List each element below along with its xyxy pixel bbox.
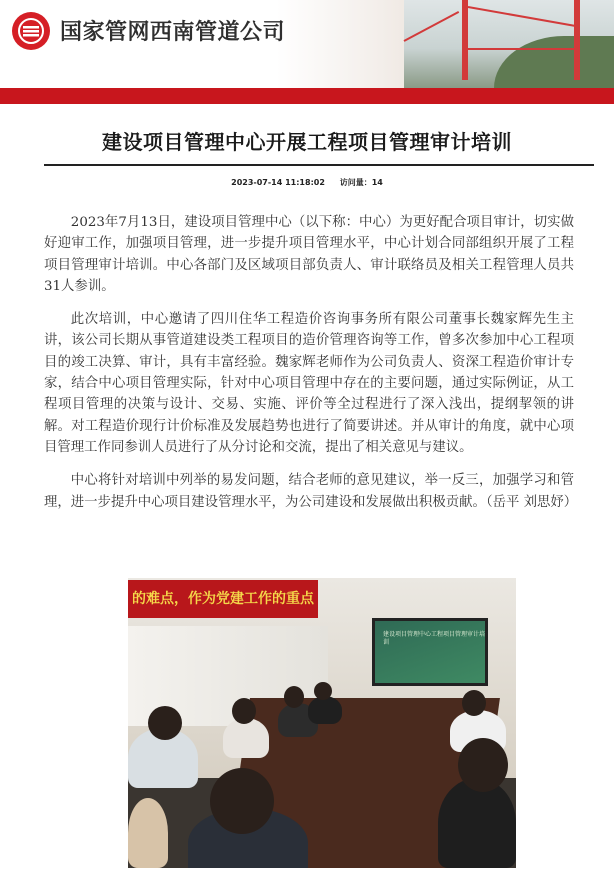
slogan-banner-text: 的难点，作为党建工作的重点 bbox=[132, 591, 314, 607]
view-count-value: 14 bbox=[371, 178, 383, 187]
attendee bbox=[128, 798, 168, 868]
article-body bbox=[44, 212, 578, 525]
header-scenery-image bbox=[404, 0, 614, 88]
view-count-label: 访问量： bbox=[339, 178, 372, 187]
training-photo bbox=[128, 578, 516, 868]
article-title: 建设项目管理中心开展工程项目管理审计培训 bbox=[102, 130, 512, 154]
attendee bbox=[308, 696, 342, 724]
header-red-bar bbox=[0, 88, 614, 104]
view-count bbox=[340, 178, 383, 187]
bridge-tower bbox=[574, 0, 580, 80]
projector-screen bbox=[372, 618, 488, 686]
title-divider bbox=[44, 164, 594, 166]
publish-date: 2023-07-14 11:18:02 bbox=[231, 178, 325, 187]
company-name[interactable]: 国家管网西南管道公司 bbox=[60, 20, 286, 45]
bridge-tower bbox=[462, 0, 468, 80]
attendee bbox=[438, 778, 516, 868]
paragraph: 中心将针对培训中列举的易发问题，结合老师的意见建议，举一反三，加强学习和管理，进一步提升中心项目建设管理水平，为公司建设和发展做出积极贡献。（岳平 刘思妤） bbox=[44, 473, 578, 510]
article-meta bbox=[0, 177, 614, 188]
pipeline-company-logo-icon[interactable] bbox=[12, 12, 50, 50]
attendee bbox=[223, 718, 269, 758]
paragraph: 此次培训，中心邀请了四川住华工程造价咨询事务所有限公司董事长魏家辉先生主讲，该公司长期从事管道建设类工程项目的造价管理咨询等工作，曾多次参加中心工程项目的竣工决算、审计，具有丰富经验。魏家辉老师作为公司负责人、资深工程造价审计专家，结合中心项目管理实际，针对中心项目管理中存在的主要问题，通过实际例证，从工程项目管理的决策与设计、交易、实施、评价等全过程进行了深入浅出，提纲挈领的讲解。对工程造价现行计价标准及发展趋势也进行了简要讲述。并从审计的角度，就中心项目管理工作同参训人员进行了从分讨论和交流，提出了相关意见与建议。 bbox=[44, 312, 574, 455]
paragraph: 2023年7月13日，建设项目管理中心（以下称：中心）为更好配合项目审计，切实做好迎审工作，加强项目管理，进一步提升项目管理水平，中心计划合同部组织开展了工程项目管理审计培训。中心各部门及区域项目部负责人、审计联络员及相关工程管理人员共31人参训。 bbox=[44, 215, 574, 294]
projector-screen-text: 建设项目管理中心工程项目管理审计培训 bbox=[383, 631, 486, 646]
header-banner bbox=[0, 0, 614, 88]
